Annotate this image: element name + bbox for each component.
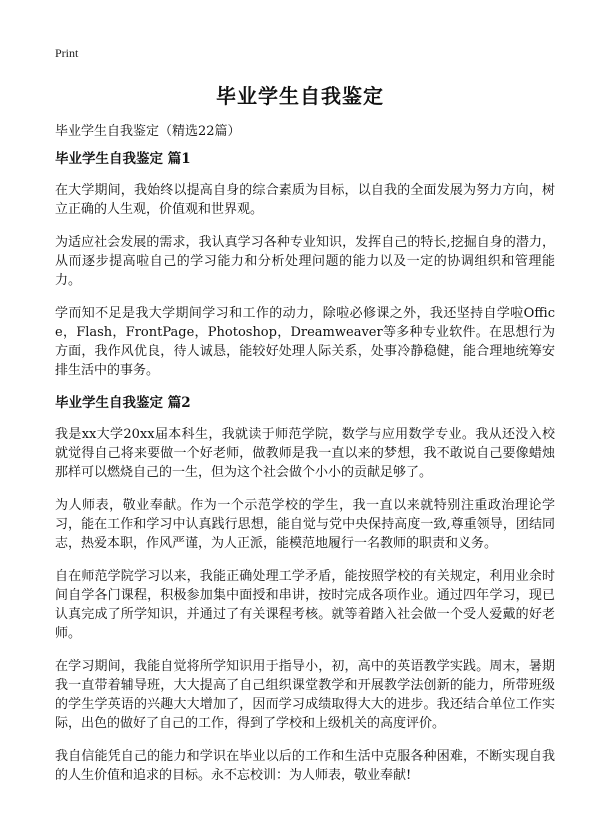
section-heading: 毕业学生自我鉴定 篇1 bbox=[55, 151, 191, 167]
paragraph: 在大学期间，我始终以提高自身的综合素质为目标，以自我的全面发展为努力方向，树立正确的人生观，价值观和世界观。 bbox=[55, 183, 555, 217]
paragraph: 我是xx大学20xx届本科生，我就读于师范学院，数学与应用数学专业。我从还没入校就觉得自己将来要做一个好老师，做教师是我一直以来的梦想，我不敢说自己要像蜡烛那样可以燃烧自己的一生，但为这个社会做个小小的贡献足够了。 bbox=[55, 427, 555, 480]
section-1 bbox=[55, 150, 555, 380]
document-body bbox=[55, 150, 555, 799]
document-subtitle: 毕业学生自我鉴定（精选22篇） bbox=[55, 124, 241, 139]
page-title: 毕业学生自我鉴定 bbox=[216, 84, 384, 108]
print-link[interactable]: Print bbox=[55, 46, 79, 60]
paragraph: 自在师范学院学习以来，我能正确处理工学矛盾，能按照学校的有关规定，利用业余时间自学各门课程，积极参加集中面授和串讲，按时完成各项作业。通过四年学习，现已认真完成了所学知识，并通过了有关课程考核。就等着踏入社会做一个受人爱戴的好老师。 bbox=[55, 569, 555, 641]
section-2 bbox=[55, 394, 555, 785]
paragraph: 为适应社会发展的需求，我认真学习各种专业知识，发挥自己的特长,挖掘自身的潜力，从而逐步提高啦自己的学习能力和分析处理问题的能力以及一定的协调组织和管理能力。 bbox=[55, 235, 555, 288]
paragraph: 在学习期间，我能自觉将所学知识用于指导小，初，高中的英语教学实践。周末，暑期我一直带着辅导班，大大提高了自己组织课堂教学和开展教学法创新的能力，所带班级的学生学英语的兴趣大大增加了，因而学习成绩取得大大的进步。我还结合单位工作实际，出色的做好了自己的工作，得到了学校和上级机关的高度评价。 bbox=[55, 659, 555, 731]
section-heading: 毕业学生自我鉴定 篇2 bbox=[55, 395, 191, 411]
paragraph: 学而知不足是我大学期间学习和工作的动力，除啦必修课之外，我还坚持自学啦Office，Flash，FrontPage，Photoshop，Dreamweaver等多种专业软件。在思想行为方面，我作风优良，待人诚恳，能较好处理人际关系，处事冷静稳健，能合理地统筹安排生活中的事务。 bbox=[55, 306, 555, 378]
paragraph: 为人师表，敬业奉献。作为一个示范学校的学生，我一直以来就特别注重政治理论学习，能在工作和学习中认真践行思想，能自觉与党中央保持高度一致,尊重领导，团结同志，热爱本职，作风严谨，为人正派，能模范地履行一名教师的职责和义务。 bbox=[55, 498, 555, 551]
paragraph: 我自信能凭自己的能力和学识在毕业以后的工作和生活中克服各种困难，不断实现自我的人生价值和追求的目标。永不忘校训：为人师表，敬业奉献! bbox=[55, 749, 555, 783]
